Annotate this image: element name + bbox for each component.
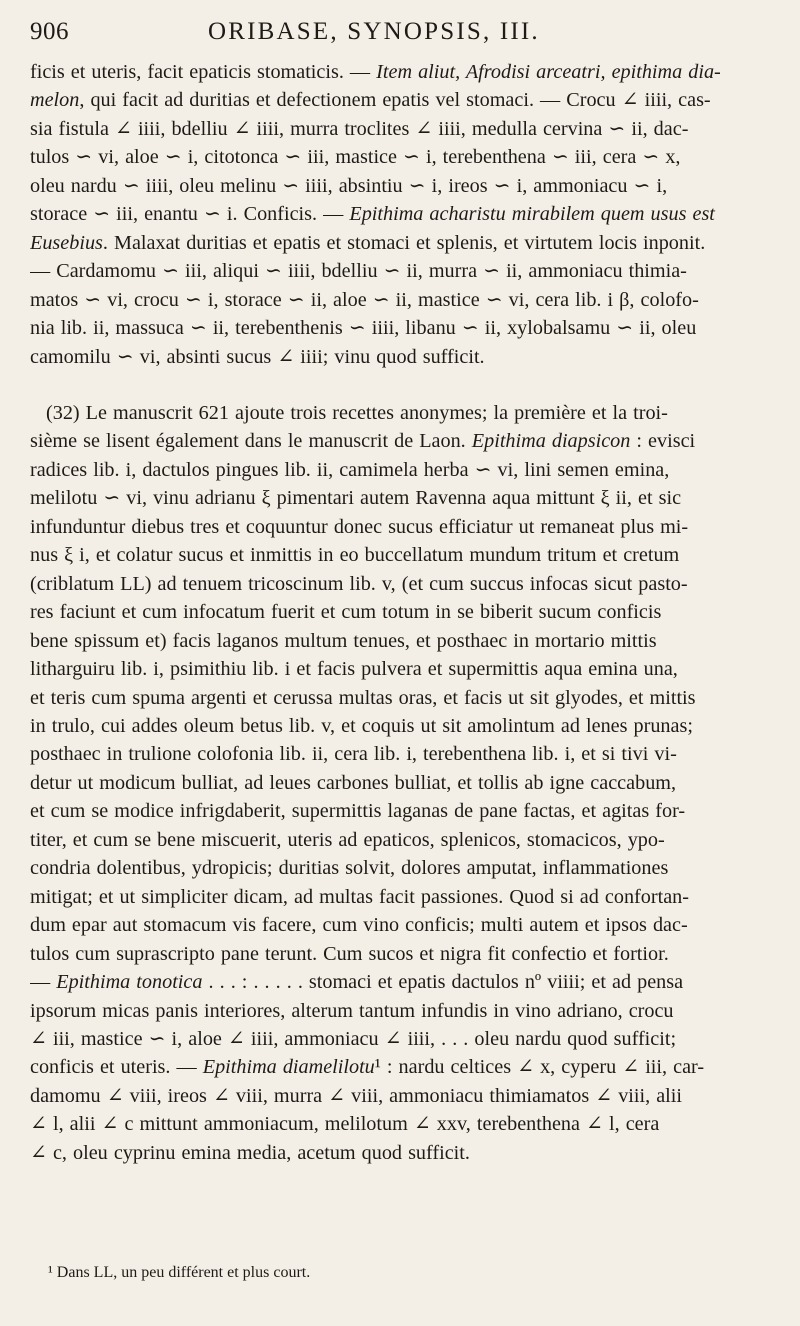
text-line: infunduntur diebus tres et coquuntur donec sucus efficiatur ut remaneat plus mi- — [30, 515, 689, 538]
text-line: matos ∽ vi, crocu ∽ i, storace ∽ ii, aloe ∽ ii, mastice ∽ vi, cera lib. i β, colofo- — [30, 288, 699, 311]
text-line: et cum se modice infrigdaberit, supermittis laganas de pane factas, et agitas for- — [30, 800, 686, 823]
text-line: detur ut modicum bulliat, ad leues carbones bulliat, et tollis ab igne caccabum, — [30, 771, 677, 794]
text-line: (criblatum LL) ad tenuem tricoscinum lib. v, (et cum succus infocas sicut pasto- — [30, 572, 688, 595]
text-line: ipsorum micas panis interiores, alterum tantum infundis in vino adriano, crocu — [30, 999, 674, 1022]
footnote: ¹ Dans LL, un peu différent et plus court. — [48, 1264, 311, 1281]
text-line: conficis et uteris. — Epithima diamelilotu¹ : nardu celtices ∠ x, cyperu ∠ iii, car- — [30, 1056, 705, 1079]
text-line: melilotu ∽ vi, vinu adrianu ξ pimentari autem Ravenna aqua mittunt ξ ii, et sic — [30, 487, 682, 510]
text-line: dum epar aut stomacum vis facere, cum vino conficis; multi autem et ipsos dac- — [30, 914, 688, 937]
text-line: radices lib. i, dactulos pingues lib. ii, camimela herba ∽ vi, lini semen emina, — [30, 458, 670, 481]
text-line: Eusebius. Malaxat duritias et epatis et stomaci et splenis, et virtutem locis inponit. — [30, 231, 706, 254]
text-line: melon, qui facit ad duritias et defectionem epatis vel stomaci. — Crocu ∠ iiii, cas- — [30, 89, 711, 112]
text-line: titer, et cum se bene miscuerit, uteris ad epaticos, splenicos, stomacicos, ypo- — [30, 828, 665, 851]
text-line: et teris cum spuma argenti et cerussa multas oras, et facis ut sit glyodes, et mittis — [30, 686, 696, 709]
text-line: oleu nardu ∽ iiii, oleu melinu ∽ iiii, absintiu ∽ i, ireos ∽ i, ammoniacu ∽ i, — [30, 174, 668, 197]
text-line: ∠ c, oleu cyprinu emina media, acetum quod sufficit. — [30, 1141, 470, 1164]
text-line: in trulo, cui addes oleum betus lib. v, et coquis ut sit amolintum ad lenes prunas; — [30, 714, 693, 737]
text-line: ∠ iii, mastice ∽ i, aloe ∠ iiii, ammoniacu ∠ iiii, . . . oleu nardu quod sufficit; — [30, 1027, 677, 1050]
running-title: ORIBASE, SYNOPSIS, III. — [208, 18, 540, 45]
text-line: ∠ l, alii ∠ c mittunt ammoniacum, melilotum ∠ xxv, terebenthena ∠ l, cera — [30, 1113, 660, 1136]
text-line: nus ξ i, et colatur sucus et inmittis in eo buccellatum mundum tritum et cretum — [30, 544, 680, 567]
text-line: damomu ∠ viii, ireos ∠ viii, murra ∠ viii, ammoniacu thimiamatos ∠ viii, alii — [30, 1084, 682, 1107]
text-line: mitigat; et ut simpliciter dicam, ad multas facit passiones. Quod si ad confortan- — [30, 885, 689, 908]
text-line: — Cardamomu ∽ iii, aliqui ∽ iiii, bdelliu ∽ ii, murra ∽ ii, ammoniacu thimia- — [30, 260, 687, 283]
text-line: nia lib. ii, massuca ∽ ii, terebenthenis ∽ iiii, libanu ∽ ii, xylobalsamu ∽ ii, oleu — [30, 317, 697, 340]
text-line: sième se lisent également dans le manuscrit de Laon. Epithima diapsicon : evisci — [30, 430, 696, 453]
paragraph-gap — [30, 371, 774, 399]
text-line: posthaec in trulione colofonia lib. ii, cera lib. i, terebenthena lib. i, et si tivi vi- — [30, 743, 677, 766]
text-line: storace ∽ iii, enantu ∽ i. Conficis. — Epithima acharistu mirabilem quem usus est — [30, 203, 715, 226]
text-line: litharguiru lib. i, psimithiu lib. i et facis pulvera et supermittis aqua emina una, — [30, 658, 678, 681]
text-line: bene spissum et) facis laganos multum tenues, et posthaec in mortario mittis — [30, 629, 657, 652]
text-line: sia fistula ∠ iiii, bdelliu ∠ iiii, murra troclites ∠ iiii, medulla cervina ∽ ii, dac- — [30, 117, 689, 140]
text-line: res faciunt et cum infocatum fuerit et cum totum in se biberit sucum conficis — [30, 601, 662, 624]
text-line: tulos cum suprascripto pane terunt. Cum sucos et nigra fit confectio et fortior. — [30, 942, 669, 965]
text-line: tulos ∽ vi, aloe ∽ i, citotonca ∽ iii, mastice ∽ i, terebenthena ∽ iii, cera ∽ x, — [30, 146, 681, 169]
page-number: 906 — [30, 18, 69, 45]
text-line: camomilu ∽ vi, absinti sucus ∠ iiii; vinu quod sufficit. — [30, 345, 485, 368]
text-line: (32) Le manuscrit 621 ajoute trois recettes anonymes; la première et la troi- — [46, 401, 668, 424]
text-line: ficis et uteris, facit epaticis stomaticis. — Item aliut, Afrodisi arceatri, epithima dia- — [30, 61, 721, 83]
text-line: condria dolentibus, ydropicis; duritias solvit, dolores amputat, inflammationes — [30, 857, 669, 880]
text-line: — Epithima tonotica . . . : . . . . . stomaci et epatis dactulos nº viiii; et ad pensa — [30, 971, 684, 994]
body-text — [30, 58, 774, 1167]
page-header — [30, 18, 774, 48]
